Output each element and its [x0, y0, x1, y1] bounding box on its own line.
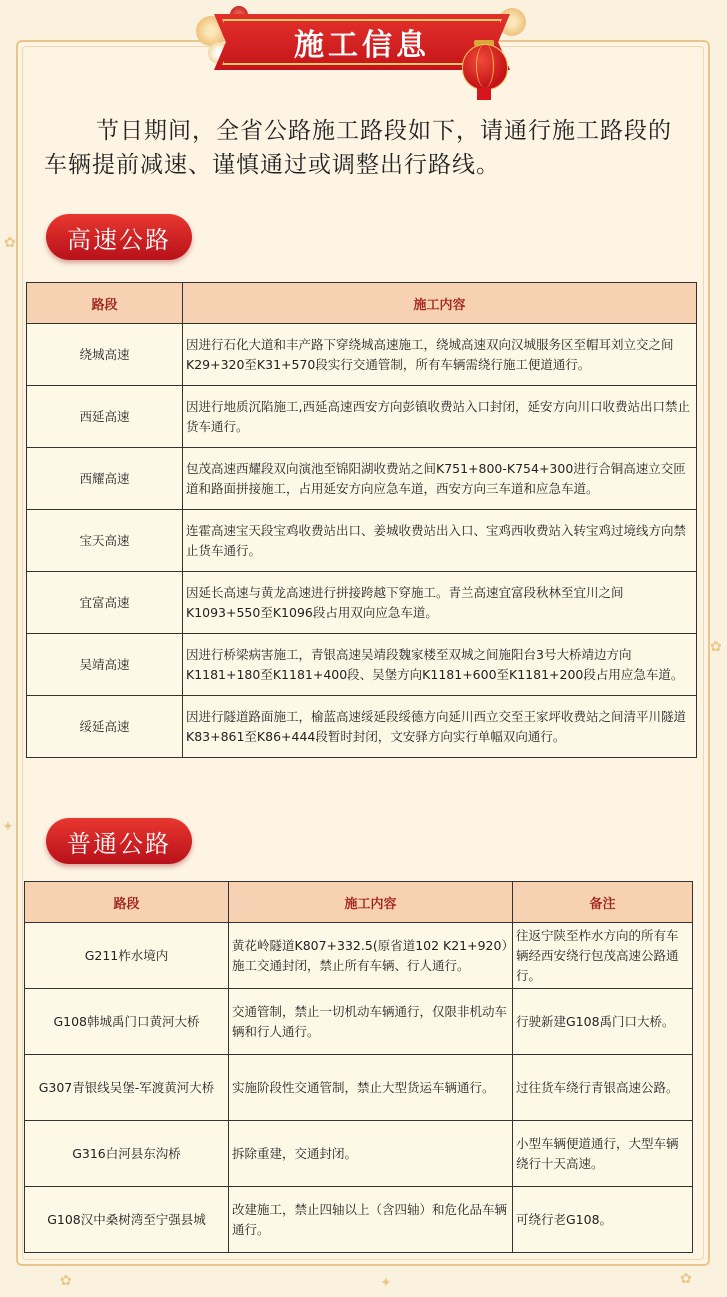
table-row: [27, 386, 697, 448]
table-row: [25, 989, 693, 1055]
cell-note: 往返宁陕至柞水方向的所有车辆经西安绕行包茂高速公路通行。: [513, 923, 693, 989]
table-row: [25, 1121, 693, 1187]
gold-speck-icon: ✦: [380, 1275, 392, 1291]
cell-road: 西延高速: [27, 386, 183, 448]
table-row: [27, 572, 697, 634]
cell-road: 宜富高速: [27, 572, 183, 634]
cell-content: 改建施工，禁止四轴以上（含四轴）和危化品车辆通行。: [229, 1187, 513, 1253]
table-row: [25, 1187, 693, 1253]
column-header-road: 路段: [25, 882, 229, 923]
cell-road: G316白河县东沟桥: [25, 1121, 229, 1187]
cell-note: 行驶新建G108禹门口大桥。: [513, 989, 693, 1055]
gold-speck-icon: ✿: [710, 639, 722, 655]
gold-speck-icon: ✿: [60, 1273, 72, 1289]
column-header-note: 备注: [513, 882, 693, 923]
cell-content: 因进行地质沉陷施工,西延高速西安方向彭镇收费站入口封闭，延安方向川口收费站出口禁止货车通行。: [183, 386, 697, 448]
cell-road: G108韩城禹门口黄河大桥: [25, 989, 229, 1055]
page-title: 施工信息: [294, 28, 430, 63]
table-row: [25, 1055, 693, 1121]
section-label-national: 普通公路: [46, 818, 192, 864]
table-row: [27, 448, 697, 510]
cell-road: G211柞水境内: [25, 923, 229, 989]
cell-content: 因延长高速与黄龙高速进行拼接跨越下穿施工。青兰高速宜富段秋林至宜川之间K1093+550至K1096段占用双向应急车道。: [183, 572, 697, 634]
cell-road: 宝天高速: [27, 510, 183, 572]
table-row: [25, 923, 693, 989]
cell-content: 连霍高速宝天段宝鸡收费站出口、姜城收费站出入口、宝鸡西收费站入转宝鸡过境线方向禁止货车通行。: [183, 510, 697, 572]
cell-content: 包茂高速西耀段双向演池至锦阳湖收费站之间K751+800-K754+300进行合铜高速立交匝道和路面拼接施工，占用延安方向应急车道，西安方向三车道和应急车道。: [183, 448, 697, 510]
cell-note: 可绕行老G108。: [513, 1187, 693, 1253]
gold-speck-icon: ✿: [680, 1271, 692, 1287]
highway-table: [26, 282, 697, 758]
column-header-road: 路段: [27, 283, 183, 324]
cell-road: 绥延高速: [27, 696, 183, 758]
cell-road: 绕城高速: [27, 324, 183, 386]
column-header-content: 施工内容: [183, 283, 697, 324]
cell-road: 吴靖高速: [27, 634, 183, 696]
cell-content: 拆除重建，交通封闭。: [229, 1121, 513, 1187]
section-label-highway: 高速公路: [46, 214, 192, 260]
cell-content: 因进行桥梁病害施工，青银高速吴靖段魏家楼至双城之间施阳台3号大桥靖边方向K1181+180至K1181+400段、吴堡方向K1181+600至K1181+200段占用应急车道。: [183, 634, 697, 696]
gold-speck-icon: ✿: [4, 235, 16, 251]
cell-road: G108汉中桑树湾至宁强县城: [25, 1187, 229, 1253]
table-row: [27, 634, 697, 696]
table-row: [27, 696, 697, 758]
table-row: [27, 324, 697, 386]
cell-content: 因进行隧道路面施工，榆蓝高速绥延段绥德方向延川西立交至王家坪收费站之间清平川隧道K83+861至K86+444段暂时封闭，文安驿方向实行单幅双向通行。: [183, 696, 697, 758]
lantern-stripe: [476, 44, 494, 88]
intro-paragraph: 节日期间，全省公路施工路段如下，请通行施工路段的车辆提前减速、谨慎通过或调整出行路线。: [44, 118, 672, 178]
cell-content: 因进行石化大道和丰产路下穿绕城高速施工，绕城高速双向汉城服务区至帽耳刘立交之间K29+320至K31+570段实行交通管制，所有车辆需绕行施工便道通行。: [183, 324, 697, 386]
cell-road: 西耀高速: [27, 448, 183, 510]
cell-content: 黄花岭隧道K807+332.5(原省道102 K21+920）施工交通封闭，禁止所有车辆、行人通行。: [229, 923, 513, 989]
cell-note: 过往货车绕行青银高速公路。: [513, 1055, 693, 1121]
cell-content: 交通管制，禁止一切机动车辆通行，仅限非机动车辆和行人通行。: [229, 989, 513, 1055]
lantern-tassel: [477, 88, 491, 100]
gold-speck-icon: ✦: [2, 819, 14, 835]
cell-road: G307青银线吴堡-军渡黄河大桥: [25, 1055, 229, 1121]
cell-content: 实施阶段性交通管制，禁止大型货运车辆通行。: [229, 1055, 513, 1121]
column-header-content: 施工内容: [229, 882, 513, 923]
table-row: [27, 510, 697, 572]
cell-note: 小型车辆便道通行，大型车辆绕行十天高速。: [513, 1121, 693, 1187]
national-road-table: [24, 881, 693, 1253]
